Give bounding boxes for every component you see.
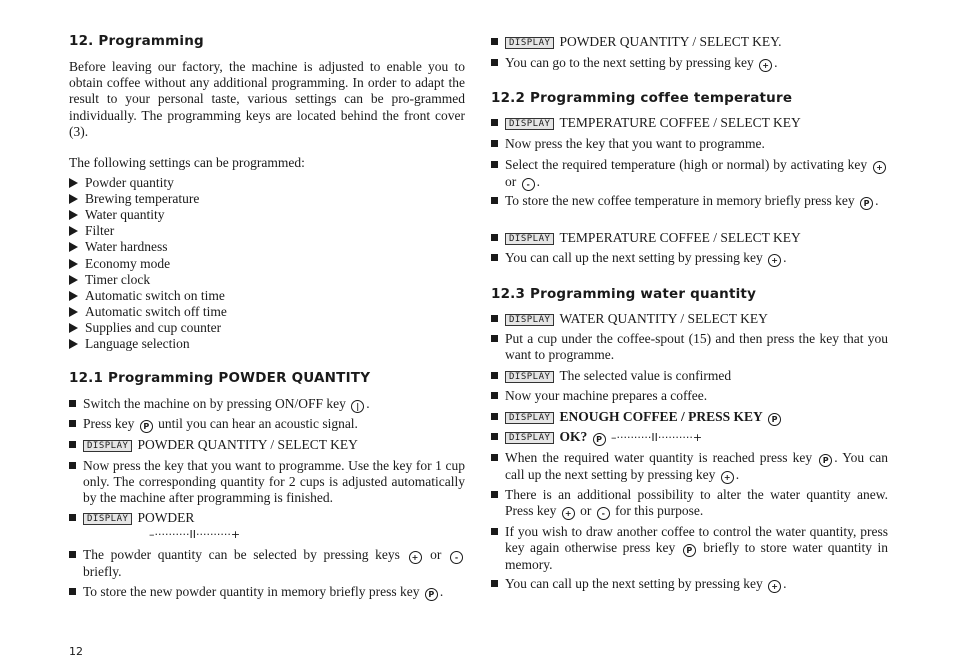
list-item bbox=[491, 311, 888, 327]
item-text: ENOUGH COFFEE / PRESS KEY bbox=[559, 409, 763, 424]
item-text: POWDER QUANTITY / SELECT KEY bbox=[137, 437, 358, 452]
quantity-scale bbox=[611, 431, 702, 444]
scale-mid: ··········II·········· bbox=[154, 528, 231, 541]
settings-item-label: Automatic switch on time bbox=[85, 287, 225, 303]
scale-plus: + bbox=[230, 528, 241, 541]
item-text: Now your machine prepares a coffee. bbox=[505, 388, 708, 403]
settings-list-item bbox=[69, 272, 465, 288]
scale-mid: ··········II·········· bbox=[616, 431, 693, 444]
settings-item-label: Supplies and cup counter bbox=[85, 319, 222, 335]
triangle-bullet-icon bbox=[69, 194, 78, 204]
settings-list-item bbox=[69, 207, 465, 223]
list-item: Switch the machine on by pressing ON/OFF key | . bbox=[69, 396, 465, 413]
minus-key-icon: - bbox=[522, 178, 535, 191]
list-item bbox=[491, 115, 888, 131]
list-item: Select the required temperature (high or normal) by activating key + or - . bbox=[491, 157, 888, 191]
plus-key-icon: + bbox=[759, 59, 772, 72]
item-text: Select the required temperature (high or normal) by activating key bbox=[505, 157, 868, 172]
plus-key-icon: + bbox=[768, 580, 781, 593]
settings-list-item bbox=[69, 191, 465, 207]
list-item bbox=[491, 388, 888, 404]
triangle-bullet-icon bbox=[69, 226, 78, 236]
minus-key-icon: - bbox=[450, 551, 463, 564]
settings-item-label: Water quantity bbox=[85, 207, 165, 223]
list-item: To store the new coffee temperature in memory briefly press key P . bbox=[491, 193, 888, 210]
item-text: You can call up the next setting by pressing key bbox=[505, 576, 763, 591]
settings-item-label: Timer clock bbox=[85, 271, 151, 287]
settings-item-label: Brewing temperature bbox=[85, 191, 200, 207]
item-text: POWDER bbox=[137, 510, 195, 525]
item-text: If you wish to draw another coffee to control the water quantity, press key again otherwise press key bbox=[505, 524, 888, 556]
plus-key-icon: + bbox=[873, 161, 886, 174]
subsection-heading-12-2: 12.2 Programming coffee temperature bbox=[491, 90, 793, 106]
list-item bbox=[69, 437, 465, 453]
list-item bbox=[491, 487, 888, 520]
display-badge: DISPLAY bbox=[505, 432, 554, 444]
list-item bbox=[491, 409, 888, 426]
triangle-bullet-icon bbox=[69, 307, 78, 317]
item-text: for this purpose. bbox=[615, 503, 704, 519]
item-text: OK? bbox=[559, 429, 588, 444]
list-item: You can call up the next setting by pressing key + . bbox=[491, 576, 888, 593]
display-badge: DISPLAY bbox=[505, 371, 554, 383]
list-item bbox=[491, 429, 888, 446]
intro-paragraph: Before leaving our factory, the machine is adjusted to enable you to obtain coffee without any additional programming. In order to adapt the result to your personal taste, various settings can be pro-grammed individually. The programming keys are located behind the front cover (3). bbox=[69, 59, 465, 139]
triangle-bullet-icon bbox=[69, 210, 78, 220]
item-text: briefly to store water quantity in memory. bbox=[505, 540, 889, 573]
settings-list-item bbox=[69, 336, 465, 352]
list-item bbox=[491, 34, 888, 50]
settings-item-label: Powder quantity bbox=[85, 175, 174, 190]
p-key-icon: P bbox=[768, 413, 781, 426]
item-text: The powder quantity can be selected by pressing keys bbox=[83, 547, 400, 562]
list-item bbox=[491, 331, 888, 363]
list-item bbox=[491, 230, 888, 246]
item-text: until you can hear an acoustic signal. bbox=[158, 416, 358, 431]
p-key-icon: P bbox=[140, 420, 153, 433]
plus-key-icon: + bbox=[409, 551, 422, 564]
list-item: You can call up the next setting by pressing key + . bbox=[491, 250, 888, 267]
subsection-heading-12-1: 12.1 Programming POWDER QUANTITY bbox=[69, 370, 371, 386]
settings-list-item bbox=[69, 175, 465, 191]
list-item bbox=[491, 368, 888, 384]
settings-list-item bbox=[69, 304, 465, 320]
display-badge: DISPLAY bbox=[505, 233, 554, 245]
list-item bbox=[69, 510, 465, 526]
settings-list-item bbox=[69, 239, 465, 255]
item-text: To store the new powder quantity in memory briefly press key bbox=[83, 584, 420, 599]
item-text: Press key bbox=[83, 416, 135, 431]
settings-item-label: Filter bbox=[85, 223, 115, 239]
item-text: The selected value is confirmed bbox=[559, 368, 732, 383]
item-text: Now press the key that you want to programme. bbox=[505, 136, 765, 151]
list-item: To store the new powder quantity in memory briefly press key P . bbox=[69, 584, 465, 601]
item-text: There is an additional possibility to alter the water quantity anew. Press key bbox=[505, 487, 888, 519]
p-key-icon: P bbox=[860, 197, 873, 210]
page-number: 12 bbox=[69, 645, 83, 658]
plus-key-icon: + bbox=[721, 471, 734, 484]
item-text: To store the new coffee temperature in memory briefly press key bbox=[505, 193, 855, 208]
p-key-icon: P bbox=[819, 454, 832, 467]
list-item: When the required water quantity is reached press key P . You can call up the next setting by pressing key + . bbox=[491, 450, 888, 484]
item-text: POWDER QUANTITY / SELECT KEY. bbox=[559, 34, 782, 49]
triangle-bullet-icon bbox=[69, 275, 78, 285]
p-key-icon: P bbox=[593, 433, 606, 446]
triangle-bullet-icon bbox=[69, 178, 78, 188]
settings-item-label: Economy mode bbox=[85, 255, 171, 271]
item-text: When the required water quantity is reached press key bbox=[505, 450, 813, 465]
subsection-heading-12-3: 12.3 Programming water quantity bbox=[491, 286, 757, 302]
list-item bbox=[491, 524, 888, 573]
triangle-bullet-icon bbox=[69, 291, 78, 301]
scale-minus: – bbox=[610, 431, 617, 444]
list-item bbox=[491, 136, 888, 152]
triangle-bullet-icon bbox=[69, 339, 78, 349]
power-key-icon: | bbox=[351, 400, 364, 413]
settings-list-item bbox=[69, 223, 465, 239]
triangle-bullet-icon bbox=[69, 323, 78, 333]
plus-key-icon: + bbox=[768, 254, 781, 267]
settings-item-label: Language selection bbox=[85, 336, 190, 351]
triangle-bullet-icon bbox=[69, 242, 78, 252]
display-badge: DISPLAY bbox=[83, 440, 132, 452]
settings-list-item bbox=[69, 288, 465, 304]
plus-key-icon: + bbox=[562, 507, 575, 520]
item-text: or bbox=[580, 503, 592, 519]
settings-list-item bbox=[69, 256, 465, 272]
item-text: Switch the machine on by pressing ON/OFF key bbox=[83, 396, 346, 411]
item-text: or bbox=[430, 547, 442, 562]
display-badge: DISPLAY bbox=[505, 118, 554, 130]
p-key-icon: P bbox=[425, 588, 438, 601]
settings-item-label: Automatic switch off time bbox=[85, 303, 227, 319]
display-badge: DISPLAY bbox=[83, 513, 132, 525]
section-heading: 12. Programming bbox=[69, 33, 204, 49]
scale-minus: – bbox=[149, 528, 155, 541]
item-text: . You can call up the next setting by pressing key bbox=[505, 450, 888, 482]
scale-plus: + bbox=[692, 431, 703, 444]
list-item: You can go to the next setting by pressing key + . bbox=[491, 55, 888, 72]
item-text: Now press the key that you want to programme. Use the key for 1 cup only. The corresponding quantity for 2 cups is adjusted automatically by the machine after programming is finished. bbox=[83, 458, 465, 506]
triangle-bullet-icon bbox=[69, 259, 78, 269]
list-item bbox=[69, 416, 465, 433]
item-text: briefly. bbox=[83, 564, 122, 579]
settings-list-item bbox=[69, 320, 465, 336]
item-text: You can go to the next setting by pressing key bbox=[505, 55, 754, 70]
minus-key-icon: - bbox=[597, 507, 610, 520]
item-text: or bbox=[505, 174, 517, 189]
p-key-icon: P bbox=[683, 544, 696, 557]
settings-item-label: Water hardness bbox=[85, 239, 168, 255]
display-badge: DISPLAY bbox=[505, 412, 554, 424]
item-text: TEMPERATURE COFFEE / SELECT KEY bbox=[559, 230, 801, 245]
list-item bbox=[69, 458, 465, 507]
item-text: You can call up the next setting by pressing key bbox=[505, 250, 763, 265]
quantity-scale bbox=[149, 526, 240, 543]
list-item bbox=[69, 547, 465, 580]
item-text: Put a cup under the coffee-spout (15) and then press the key that you want to programme. bbox=[505, 331, 888, 363]
display-badge: DISPLAY bbox=[505, 314, 554, 326]
item-text: TEMPERATURE COFFEE / SELECT KEY bbox=[559, 115, 801, 130]
settings-intro: The following settings can be programmed: bbox=[69, 155, 305, 170]
item-text: WATER QUANTITY / SELECT KEY bbox=[559, 311, 768, 326]
display-badge: DISPLAY bbox=[505, 37, 554, 49]
